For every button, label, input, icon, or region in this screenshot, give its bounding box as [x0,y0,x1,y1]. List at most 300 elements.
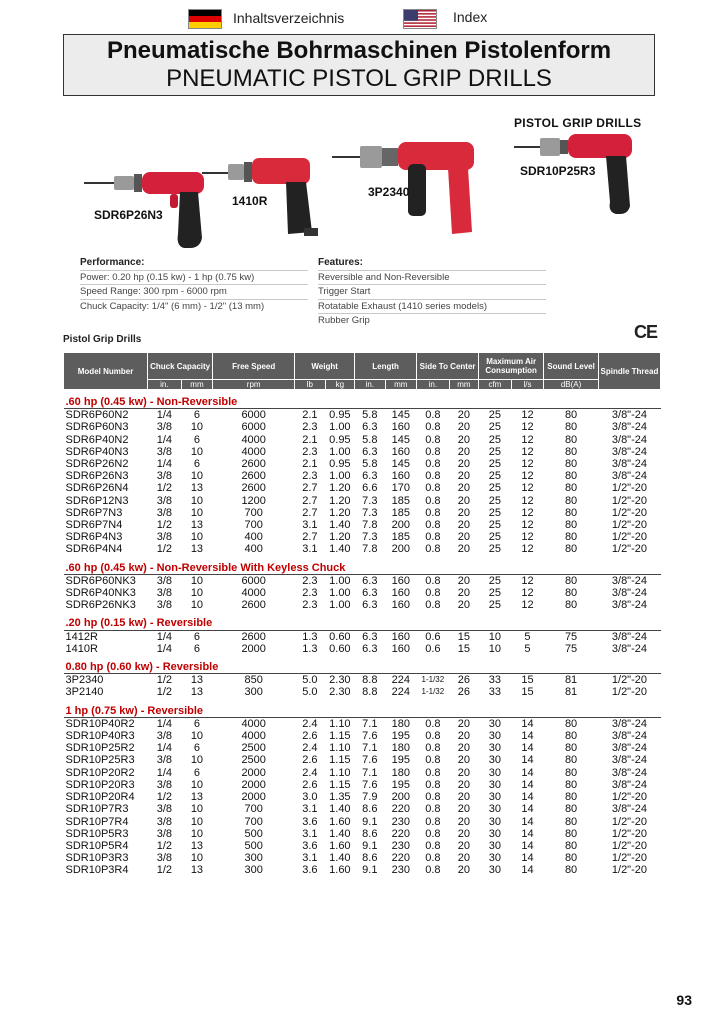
table-cell: 30 [488,778,501,791]
table-row [64,686,661,698]
performance-heading: Performance: [80,257,145,268]
table-cell: 2600 [241,470,266,483]
table-cell: 1/2"-20 [611,864,647,877]
table-cell: 0.95 [329,458,351,471]
table-cell: 0.8 [425,482,441,495]
table-cell: 185 [391,531,410,544]
table-cell: 14 [521,778,534,791]
table-cell: 12 [521,421,534,434]
table-cell: 1.40 [329,543,351,556]
unit-header: mm [449,380,478,390]
table-cell: 1.40 [329,803,351,816]
table-cell: 1/4 [156,766,173,779]
table-cell: 12 [521,506,534,519]
model-number-cell: 3P2140 [65,686,104,699]
table-cell: 30 [488,803,501,816]
top-navigation [0,4,724,30]
model-number-cell: 3P2340 [64,674,148,687]
table-cell: 30 [488,791,501,804]
table-cell: 1-1/32 [417,674,450,687]
table-cell: 3/8"-24 [611,421,647,434]
table-cell: 14 [521,791,534,804]
table-cell: 224 [391,686,410,699]
table-cell: 13 [190,482,204,495]
features-heading: Features: [318,257,364,268]
table-cell: 0.8 [425,852,441,865]
table-cell: 0.8 [425,864,441,877]
table-cell: 20 [457,827,470,840]
table-cell: 1.20 [329,531,351,544]
table-cell: 2.4 [302,766,318,779]
table-cell: 20 [457,803,470,816]
table-cell: 3/8"-24 [611,730,647,743]
table-row [64,643,661,655]
table-cell: 2.1 [302,458,318,471]
table-cell: 20 [457,470,470,483]
table-cell: 145 [385,409,417,422]
table-cell: 3.1 [302,852,318,865]
table-cell: 3/8 [156,494,173,507]
table-cell: 6 [193,766,200,779]
table-cell: 2.1 [295,409,325,422]
model-number-cell: 1410R [65,642,98,655]
table-cell: 20 [457,494,470,507]
table-cell: 195 [391,730,410,743]
table-cell: 6000 [213,409,295,422]
product-label-1410r: 1410R [232,194,268,208]
table-cell: 7.3 [362,531,378,544]
table-cell: 25 [488,421,501,434]
table-cell: 3/8"-24 [598,409,660,422]
table-cell: 10 [190,421,204,434]
table-row [64,754,661,766]
table-cell: 1200 [241,494,266,507]
table-cell: 850 [213,674,295,687]
table-cell: 20 [457,519,470,532]
header-model-number: Model Number [64,353,148,390]
table-cell: 1.60 [329,864,351,877]
table-cell: 75 [564,642,578,655]
table-cell: 80 [564,531,578,544]
table-cell: 14 [521,864,534,877]
table-cell: 6.3 [362,587,378,600]
ce-mark-icon: CE [634,322,658,342]
table-cell: 3/8"-24 [611,754,647,767]
table-row [64,519,661,531]
table-cell: 80 [564,482,578,495]
table-cell: 26 [457,686,470,699]
index-link[interactable]: Index [453,9,488,25]
table-row [64,587,661,599]
page-title-english: PNEUMATIC PISTOL GRIP DRILLS [166,65,552,92]
table-cell: 6 [181,717,213,730]
table-cell: 30 [488,754,501,767]
section-heading: .20 hp (0.15 kw) - Reversible [65,617,213,630]
table-cell: 20 [457,531,470,544]
table-row [64,434,661,446]
table-of-contents-link[interactable]: Inhaltsverzeichnis [233,10,345,26]
table-cell: 26 [449,674,478,687]
table-cell: 10 [190,587,204,600]
table-cell: 80 [564,433,578,446]
table-cell: 13 [181,674,213,687]
table-cell: 12 [521,470,534,483]
table-cell: 2.3 [302,445,318,458]
table-cell: 2000 [241,791,266,804]
table-cell: 80 [564,494,578,507]
model-number-cell: SDR6P26NK3 [65,599,136,612]
table-body [64,390,661,877]
table-row [64,446,661,458]
table-cell: 5.8 [362,433,378,446]
table-cell: 7.8 [362,519,378,532]
table-cell: 80 [564,421,578,434]
table-cell: 2.3 [302,599,318,612]
section-heading-row [64,611,661,630]
table-cell: 3/8 [148,574,182,587]
table-cell: 10 [190,803,204,816]
table-cell: 12 [521,543,534,556]
table-cell: 20 [457,730,470,743]
table-row [64,574,661,587]
model-number-cell: SDR10P3R3 [65,852,129,865]
table-cell: 1.10 [329,742,351,755]
table-cell: 7.1 [362,766,378,779]
table-cell: 200 [391,543,410,556]
table-cell: 0.95 [329,433,351,446]
section-heading: 0.80 hp (0.60 kw) - Reversible [65,661,219,674]
table-cell: 8.6 [362,803,378,816]
table-cell: 14 [521,815,534,828]
table-cell: 0.8 [425,730,441,743]
table-cell: 3/8 [156,778,173,791]
table-cell: 12 [511,574,544,587]
table-cell: 6.3 [362,421,378,434]
table-cell: 6 [193,642,200,655]
table-cell: 1.60 [329,815,351,828]
table-cell: 0.8 [425,433,441,446]
table-row [64,742,661,754]
table-cell: 700 [244,803,263,816]
table-cell: 180 [391,742,410,755]
table-cell: 1/2"-20 [611,827,647,840]
table-cell: 170 [391,482,410,495]
table-cell: 0.8 [417,717,450,730]
table-cell: 6.3 [355,630,385,643]
table-cell: 3.1 [302,519,318,532]
table-cell: 230 [391,864,410,877]
table-cell: 80 [564,458,578,471]
model-number-cell: SDR6P60N3 [65,421,129,434]
section-heading: .60 hp (0.45 kw) - Non-Reversible [65,396,238,408]
table-cell: 25 [488,543,501,556]
table-cell: 4000 [241,433,266,446]
table-cell: 2.7 [302,494,318,507]
table-cell: 1/2"-20 [611,839,647,852]
table-cell: 30 [488,730,501,743]
table-cell: 30 [488,839,501,852]
table-cell: 10 [190,827,204,840]
table-cell: 160 [391,587,410,600]
table-cell: 1.15 [329,730,351,743]
model-number-cell: 1412R [64,630,148,643]
table-cell: 25 [488,470,501,483]
table-cell: 9.1 [362,839,378,852]
table-cell: 0.8 [425,470,441,483]
table-cell: 80 [564,599,578,612]
table-cell: 2.7 [302,482,318,495]
table-cell: 20 [457,778,470,791]
features-line: Rotatable Exhaust (1410 series models) [318,300,487,312]
table-cell: 15 [511,674,544,687]
table-cell: 13 [190,791,204,804]
table-cell: 80 [564,827,578,840]
table-cell: 81 [564,686,578,699]
table-cell: 3/8"-24 [611,587,647,600]
table-cell: 195 [391,778,410,791]
table-cell: 700 [244,506,263,519]
performance-line: Power: 0.20 hp (0.15 kw) - 1 hp (0.75 kw) [80,271,255,283]
table-cell: 3/8 [156,852,173,865]
table-cell: 20 [457,864,470,877]
table-cell: 1/2 [148,674,182,687]
model-number-cell: SDR10P25R2 [65,742,135,755]
table-cell: 10 [190,852,204,865]
table-cell: 1.40 [329,827,351,840]
table-row [64,531,661,543]
table-cell: 80 [564,839,578,852]
table-cell: 7.9 [362,791,378,804]
table-row [64,674,661,687]
unit-header: in. [417,380,450,390]
table-cell: 7.3 [362,494,378,507]
table-cell: 20 [457,433,470,446]
page-title-german: Pneumatische Bohrmaschinen Pistolenform [106,37,612,64]
table-cell: 14 [521,839,534,852]
table-cell: 145 [391,433,410,446]
table-cell: 2.6 [302,730,318,743]
table-cell: 12 [521,494,534,507]
table-cell: 160 [391,445,410,458]
table-cell: 700 [244,815,263,828]
table-cell: 80 [564,791,578,804]
table-cell: 6 [181,409,213,422]
table-cell: 80 [564,730,578,743]
table-cell: 80 [564,470,578,483]
table-cell: 33 [479,674,512,687]
table-cell: 25 [488,587,501,600]
model-number-cell: SDR6P60NK3 [64,574,148,587]
product-label-3p2340: 3P2340 [368,185,410,199]
table-cell: 6000 [241,421,266,434]
table-cell: 300 [244,864,263,877]
table-cell: 500 [244,827,263,840]
table-cell: 12 [521,433,534,446]
table-row [64,767,661,779]
table-cell: 6000 [213,574,295,587]
table-cell: 25 [488,445,501,458]
table-cell: 3/8"-24 [611,803,647,816]
table-cell: 3.6 [302,815,318,828]
table-cell: 30 [488,742,501,755]
table-cell: 0.8 [425,458,441,471]
table-cell: 3/8 [156,754,173,767]
table-cell: 1.3 [295,630,325,643]
table-cell: 1/4 [148,630,182,643]
table-cell: 14 [521,730,534,743]
table-cell: 6.6 [362,482,378,495]
table-cell: 1/4 [156,433,173,446]
table-cell: 3.1 [302,827,318,840]
table-cell: 3/8"-24 [611,742,647,755]
table-cell: 3/8 [156,815,173,828]
model-number-cell: SDR10P40R3 [65,730,135,743]
model-number-cell: SDR10P5R3 [65,827,129,840]
table-cell: 6.3 [355,574,385,587]
table-cell: 3/8 [156,730,173,743]
model-number-cell: SDR6P12N3 [65,494,129,507]
table-cell: 0.8 [417,574,450,587]
header-spindle-thread: Spindle Thread [598,353,660,390]
table-row [64,458,661,470]
table-cell: 2000 [241,766,266,779]
table-cell: 0.8 [425,531,441,544]
table-cell: 1/2"-20 [611,482,647,495]
table-row [64,791,661,803]
table-cell: 200 [391,519,410,532]
table-cell: 8.6 [362,852,378,865]
table-cell: 180 [385,717,417,730]
photo-heading: PISTOL GRIP DRILLS [514,116,642,130]
table-row [64,779,661,791]
header-length: Length [355,353,417,380]
table-cell: 145 [391,458,410,471]
table-cell: 1.20 [329,506,351,519]
product-label-sdr10p25r3: SDR10P25R3 [520,164,596,178]
table-cell: 220 [391,803,410,816]
table-cell: 33 [488,686,501,699]
table-cell: 7.6 [362,730,378,743]
table-cell: 10 [190,494,204,507]
table-cell: 20 [457,766,470,779]
table-cell: 1.40 [329,519,351,532]
table-cell: 0.8 [425,754,441,767]
features-line: Trigger Start [318,286,371,297]
table-cell: 6 [193,433,200,446]
model-number-cell: SDR10P7R4 [65,815,129,828]
table-cell: 6.3 [362,470,378,483]
table-cell: 3/8"-24 [611,458,647,471]
table-cell: 9.1 [362,815,378,828]
unit-header: l/s [511,380,544,390]
table-cell: 80 [564,742,578,755]
model-number-cell: SDR6P7N4 [65,519,123,532]
table-cell: 0.60 [325,630,354,643]
table-cell: 80 [564,543,578,556]
table-cell: 3/8 [156,599,173,612]
table-cell: 10 [190,754,204,767]
section-heading-row [64,556,661,575]
model-number-cell: SDR10P20R3 [65,778,135,791]
table-cell: 7.1 [362,742,378,755]
table-cell: 80 [564,803,578,816]
table-cell: 1.35 [329,791,351,804]
table-cell: 25 [488,519,501,532]
table-cell: 1/2"-20 [611,531,647,544]
table-cell: 12 [521,599,534,612]
table-cell: 20 [457,543,470,556]
german-flag-icon[interactable] [188,9,222,29]
us-flag-icon[interactable] [403,9,437,29]
table-row [64,543,661,555]
table-cell: 12 [521,458,534,471]
table-cell: 6 [181,630,213,643]
table-cell: 160 [391,470,410,483]
table-cell: 224 [385,674,417,687]
model-number-cell: SDR6P7N3 [65,506,123,519]
table-cell: 20 [457,506,470,519]
table-cell: 10 [190,506,204,519]
table-cell: 30 [488,864,501,877]
table-row [64,470,661,482]
model-number-cell: SDR6P40N3 [65,445,129,458]
table-cell: 10 [479,630,512,643]
table-cell: 3.1 [302,543,318,556]
table-cell: 30 [488,766,501,779]
table-cell: 9.1 [362,864,378,877]
table-cell: 2600 [213,630,295,643]
table-cell: 1.00 [329,587,351,600]
table-cell: 14 [521,803,534,816]
table-cell: 185 [391,506,410,519]
table-cell: 180 [391,766,410,779]
model-number-cell: SDR6P40NK3 [65,587,136,600]
table-cell: 3/8 [156,827,173,840]
table-cell: 20 [457,599,470,612]
table-cell: 80 [544,409,599,422]
table-cell: 15 [521,686,534,699]
table-cell: 0.8 [425,519,441,532]
table-cell: 2500 [241,754,266,767]
table-row [64,852,661,864]
table-cell: 0.8 [425,766,441,779]
unit-header: dB(A) [544,380,599,390]
table-cell: 1/2"-20 [611,852,647,865]
table-cell: 7.1 [355,717,385,730]
table-cell: 14 [521,742,534,755]
table-cell: 6.3 [362,599,378,612]
table-row [64,507,661,519]
table-cell: 13 [190,839,204,852]
section-heading: 1 hp (0.75 kw) - Reversible [65,704,204,717]
unit-header: kg [325,380,354,390]
table-cell: 8.8 [355,674,385,687]
table-cell: 1/2"-20 [611,519,647,532]
table-cell: 12 [521,445,534,458]
table-cell: 1/2 [156,791,173,804]
table-cell: 5.8 [355,409,385,422]
table-cell: 25 [488,494,501,507]
table-cell: 1.00 [329,599,351,612]
table-cell: 20 [457,791,470,804]
table-cell: 1/2"-20 [611,815,647,828]
table-cell: 1/2 [156,686,173,699]
table-cell: 6.3 [362,445,378,458]
table-cell: 13 [190,543,204,556]
table-cell: 160 [391,599,410,612]
table-row [64,599,661,611]
table-cell: 4000 [241,587,266,600]
